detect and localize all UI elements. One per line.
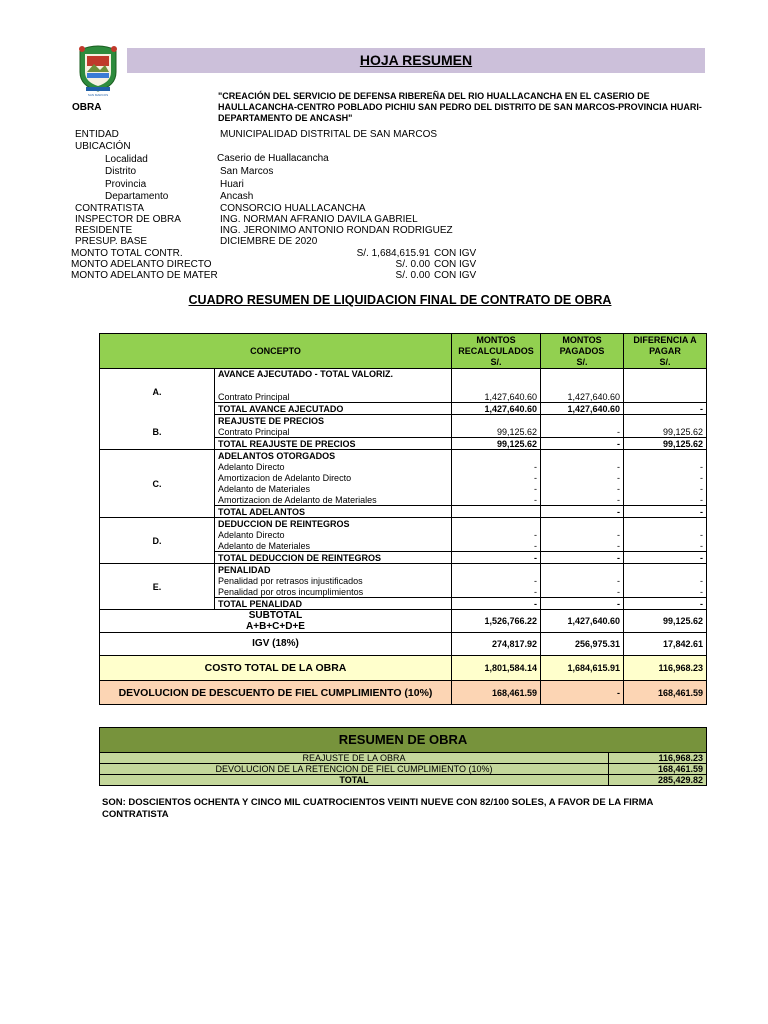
header-diferencia-currency: S/. <box>659 356 671 367</box>
costo-total-row <box>100 656 707 681</box>
cell-dif: 99,125.62 <box>624 438 707 450</box>
cell-pagados: - <box>541 540 624 552</box>
row-label: Amortizacion de Adelanto de Materiales <box>215 494 452 506</box>
header-recalc-currency: S/. <box>490 356 502 367</box>
cell-recalc: - <box>452 461 541 472</box>
localidad-label: Localidad <box>105 154 148 165</box>
inspector-value: ING. NORMAN AFRANIO DAVILA GABRIEL <box>220 214 418 225</box>
distrito-label: Distrito <box>105 166 137 177</box>
cell-pagados: - <box>541 575 624 586</box>
group-title-d: DEDUCCION DE REINTEGROS <box>215 518 452 530</box>
cell-pagados: - <box>541 681 624 705</box>
amount-in-words: SON: DOSCIENTOS OCHENTA Y CINCO MIL CUATROCIENTOS VEINTI NUEVE CON 82/100 SOLES, A FAVOR DE LA FIRMA CONTRATISTA <box>102 797 654 820</box>
group-letter-c: C. <box>100 450 215 518</box>
header-pagados-currency: S/. <box>576 356 588 367</box>
municipal-shield-logo <box>72 42 124 92</box>
adelanto-mater-label: MONTO ADELANTO DE MATER <box>71 270 218 281</box>
header-concepto: CONCEPTO <box>100 334 452 369</box>
group-title-b: REAJUSTE DE PRECIOS <box>215 415 452 427</box>
cell-pagados: - <box>541 598 624 610</box>
cell-recalc: - <box>452 494 541 506</box>
cell-recalc: 168,461.59 <box>452 681 541 705</box>
cell-recalc: - <box>452 598 541 610</box>
ubicacion-label: UBICACIÓN <box>75 141 131 152</box>
cell-pagados: - <box>541 426 624 438</box>
cell-recalc: - <box>452 575 541 586</box>
header-pagados-label: MONTOS PAGADOS <box>559 334 605 356</box>
header-diferencia <box>624 334 707 369</box>
table-row <box>100 564 707 576</box>
igv-label: IGV (18%) <box>100 633 452 656</box>
provincia-label: Provincia <box>105 179 147 190</box>
cell-dif: - <box>624 506 707 518</box>
cell-pagados: 1,427,640.60 <box>541 610 624 633</box>
header-recalc <box>452 334 541 369</box>
row-label: Contrato Principal <box>215 380 452 403</box>
cell-dif: - <box>624 586 707 598</box>
devolucion-row <box>100 681 707 705</box>
group-title-e: PENALIDAD <box>215 564 452 576</box>
cell-dif: - <box>624 472 707 483</box>
cell-dif: - <box>624 483 707 494</box>
subtotal-label-line1: SUBTOTAL <box>248 610 303 621</box>
cell-pagados: - <box>541 586 624 598</box>
cell-pagados: 1,427,640.60 <box>541 403 624 415</box>
contratista-value: CONSORCIO HUALLACANCHA <box>220 203 366 214</box>
cell-pagados: - <box>541 552 624 564</box>
resumen-value: 285,429.82 <box>609 775 707 786</box>
costo-label: COSTO TOTAL DE LA OBRA <box>100 656 452 681</box>
cell-recalc: - <box>452 529 541 540</box>
monto-total-value: S/. 1,684,615.91 <box>356 248 430 259</box>
cell-dif: - <box>624 540 707 552</box>
total-label: TOTAL AVANCE AJECUTADO <box>215 403 452 415</box>
inspector-label: INSPECTOR DE OBRA <box>75 214 181 225</box>
logo-caption: SAN MARCOS <box>87 93 109 97</box>
total-label: TOTAL REAJUSTE DE PRECIOS <box>215 438 452 450</box>
cell-recalc: - <box>452 483 541 494</box>
total-label: TOTAL DEDUCCION DE REINTEGROS <box>215 552 452 564</box>
adelanto-directo-label: MONTO ADELANTO DIRECTO <box>71 259 212 270</box>
provincia-value: Huari <box>220 179 244 190</box>
cell-recalc: 1,801,584.14 <box>452 656 541 681</box>
residente-label: RESIDENTE <box>75 225 133 236</box>
cell-recalc: 99,125.62 <box>452 438 541 450</box>
adelanto-directo-value: S/. 0.00 <box>395 259 430 270</box>
row-label: Penalidad por retrasos injustificados <box>215 575 452 586</box>
header-diferencia-label: DIFERENCIA A PAGAR <box>633 334 697 356</box>
cell-dif: 116,968.23 <box>624 656 707 681</box>
subtotal-row <box>100 610 707 633</box>
cuadro-title: CUADRO RESUMEN DE LIQUIDACION FINAL DE CONTRATO DE OBRA <box>188 293 612 307</box>
cell-recalc: 1,526,766.22 <box>452 610 541 633</box>
entidad-label: ENTIDAD <box>75 129 119 140</box>
page-title: HOJA RESUMEN <box>359 52 473 68</box>
table-row <box>100 518 707 530</box>
row-label: Contrato Principal <box>215 426 452 438</box>
cell-pagados: - <box>541 494 624 506</box>
table-row <box>100 415 707 427</box>
liquidation-table <box>99 333 707 705</box>
row-label: Amortizacion de Adelanto Directo <box>215 472 452 483</box>
cell-pagados: - <box>541 461 624 472</box>
cell-dif: - <box>624 598 707 610</box>
resumen-value: 168,461.59 <box>609 764 707 775</box>
resumen-label: DEVOLUCION DE LA RETENCION DE FIEL CUMPLIMIENTO (10%) <box>100 764 609 775</box>
total-label: TOTAL ADELANTOS <box>215 506 452 518</box>
adelanto-mater-value: S/. 0.00 <box>395 270 430 281</box>
cell-recalc: 1,427,640.60 <box>452 380 541 403</box>
total-label: TOTAL PENALIDAD <box>215 598 452 610</box>
cell-dif: - <box>624 403 707 415</box>
subtotal-label <box>100 610 452 633</box>
cell-pagados: - <box>541 472 624 483</box>
localidad-value: Caserio de Huallacancha <box>217 153 329 164</box>
table-row <box>100 450 707 462</box>
group-letter-d: D. <box>100 518 215 564</box>
subtotal-label-line2: A+B+C+D+E <box>246 621 305 632</box>
resumen-title: RESUMEN DE OBRA <box>100 728 707 753</box>
departamento-label: Departamento <box>105 191 169 202</box>
cell-pagados: 1,684,615.91 <box>541 656 624 681</box>
table-row <box>100 369 707 381</box>
row-label: Penalidad por otros incumplimientos <box>215 586 452 598</box>
cell-dif: - <box>624 552 707 564</box>
residente-value: ING. JERONIMO ANTONIO RONDAN RODRIGUEZ <box>220 225 453 236</box>
cell-dif: 17,842.61 <box>624 633 707 656</box>
cell-dif: 168,461.59 <box>624 681 707 705</box>
cell-pagados: - <box>541 483 624 494</box>
monto-total-igv: CON IGV <box>434 248 477 259</box>
header-pagados <box>541 334 624 369</box>
cell-recalc: 274,817.92 <box>452 633 541 656</box>
entidad-value: MUNICIPALIDAD DISTRITAL DE SAN MARCOS <box>220 129 438 140</box>
row-label: Adelanto de Materiales <box>215 540 452 552</box>
departamento-value: Ancash <box>220 191 254 202</box>
presup-label: PRESUP. BASE <box>75 236 148 247</box>
cell-recalc: - <box>452 552 541 564</box>
cell-dif: 99,125.62 <box>624 426 707 438</box>
presup-value: DICIEMBRE DE 2020 <box>220 236 318 247</box>
row-label: Adelanto Directo <box>215 529 452 540</box>
group-letter-b: B. <box>100 415 215 450</box>
group-title-a: AVANCE AJECUTADO - TOTAL VALORIZ. <box>215 369 452 381</box>
obra-label: OBRA <box>72 102 102 113</box>
distrito-value: San Marcos <box>220 166 274 177</box>
cell-dif: - <box>624 461 707 472</box>
cell-dif: - <box>624 529 707 540</box>
cell-recalc: 1,427,640.60 <box>452 403 541 415</box>
resumen-value: 116,968.23 <box>609 753 707 764</box>
igv-row <box>100 633 707 656</box>
cell-recalc: - <box>452 540 541 552</box>
obra-description: "CREACIÓN DEL SERVICIO DE DEFENSA RIBEREÑA DEL RIO HUALLACANCHA EN EL CASERIO DE HAULLACANCHA-CENTRO POBLADO PICHIU SAN PEDRO DEL DISTRITO DE SAN MARCOS-PROVINCIA HUARI-DEPARTAMENTO DE ANCASH" <box>218 91 702 123</box>
cell-pagados: 1,427,640.60 <box>541 380 624 403</box>
devolucion-label: DEVOLUCION DE DESCUENTO DE FIEL CUMPLIMIENTO (10%) <box>100 681 452 705</box>
cell-pagados: - <box>541 529 624 540</box>
cell-dif: - <box>624 575 707 586</box>
resumen-label: TOTAL <box>100 775 609 786</box>
adelanto-mater-igv: CON IGV <box>434 270 477 281</box>
cell-pagados: 256,975.31 <box>541 633 624 656</box>
group-letter-e: E. <box>100 564 215 610</box>
cell-recalc: - <box>452 472 541 483</box>
contratista-label: CONTRATISTA <box>75 203 145 214</box>
row-label: Adelanto de Materiales <box>215 483 452 494</box>
row-label: Adelanto Directo <box>215 461 452 472</box>
header-recalc-label: MONTOS RECALCULADOS <box>458 334 534 356</box>
cell-pagados: - <box>541 438 624 450</box>
group-title-c: ADELANTOS OTORGADOS <box>215 450 452 462</box>
resumen-label: REAJUSTE DE LA OBRA <box>100 753 609 764</box>
cell-dif: 99,125.62 <box>624 610 707 633</box>
resumen-table <box>99 727 707 786</box>
cell-pagados: - <box>541 506 624 518</box>
cell-dif: - <box>624 494 707 506</box>
monto-total-label: MONTO TOTAL CONTR. <box>71 248 183 259</box>
group-letter-a: A. <box>100 369 215 415</box>
cell-recalc: 99,125.62 <box>452 426 541 438</box>
cell-recalc: - <box>452 586 541 598</box>
adelanto-directo-igv: CON IGV <box>434 259 477 270</box>
